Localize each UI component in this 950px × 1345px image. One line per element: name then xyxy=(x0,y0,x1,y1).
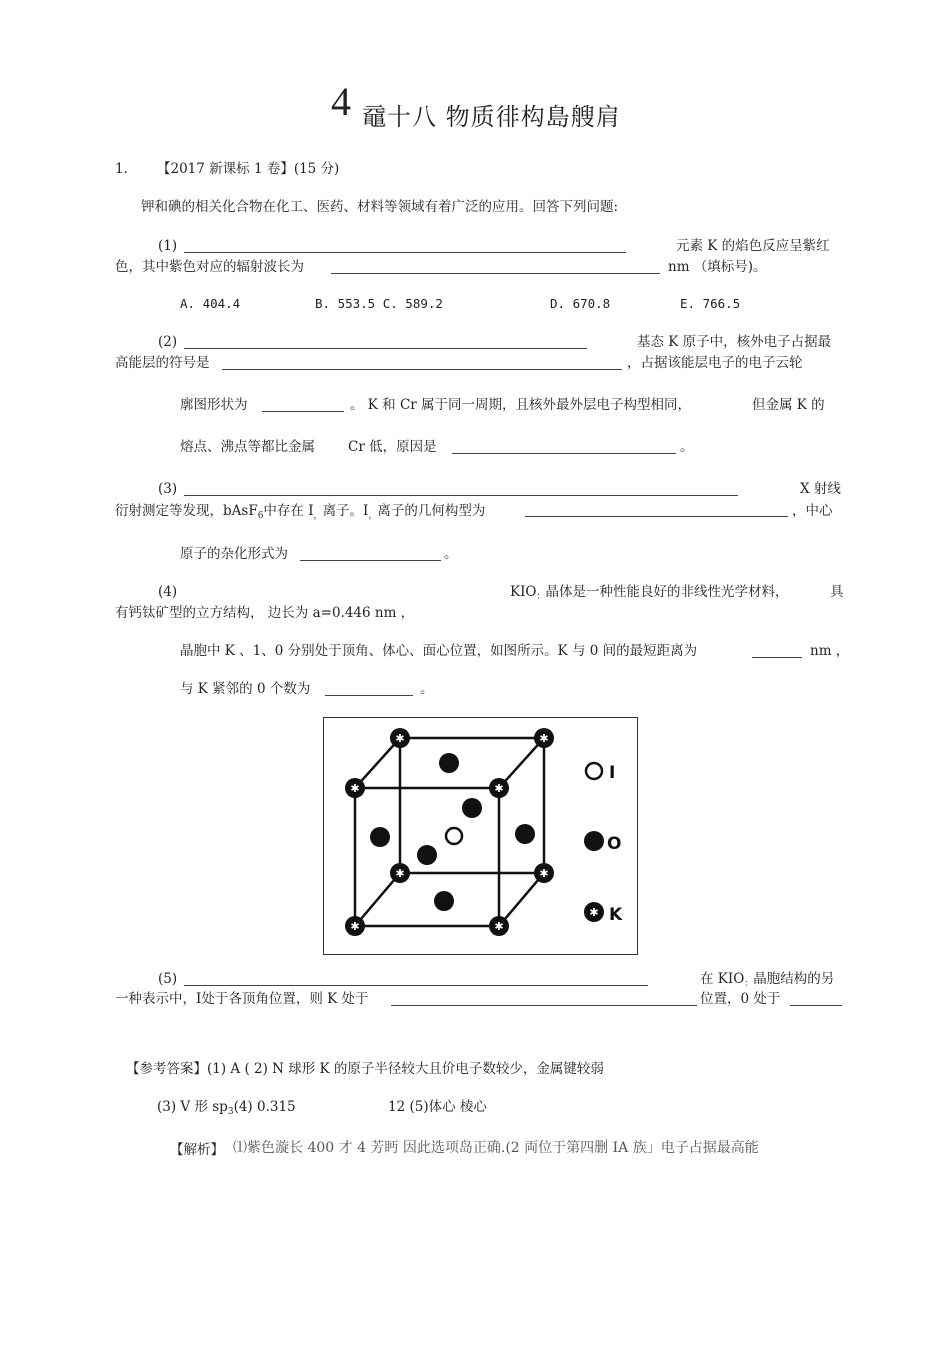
reference-answer-line2 xyxy=(157,1098,296,1121)
part-5-text-line2: 一种表示中，I处于各顶角位置，则 K 处于 xyxy=(115,991,369,1007)
svg-text:✱: ✱ xyxy=(539,867,549,880)
part-2-text-line2: 高能层的符号是 xyxy=(115,355,210,371)
option-d: D. 670.8 xyxy=(550,296,611,311)
analysis-label: 【解析】 xyxy=(170,1142,224,1158)
i-atom xyxy=(446,828,462,844)
question-number: 1. xyxy=(115,161,128,177)
subscript: ： xyxy=(744,979,754,989)
svg-text:✱: ✱ xyxy=(395,732,405,745)
answer-blank[interactable] xyxy=(300,560,441,561)
answer-blank[interactable] xyxy=(525,516,788,517)
analysis-text: ⑴紫色漩长 400 才 4 芳眄 因此选项岛正确.(2 両位于第四删 IA 族」电子占据最高能 xyxy=(233,1140,759,1156)
part-3-text-c: 离子的几何构型为 xyxy=(377,503,486,519)
subscript: ， xyxy=(368,511,378,521)
part-3-text-line2 xyxy=(115,502,485,525)
part-3-text-a: 中存在 I xyxy=(263,503,314,519)
crystal-cell-figure xyxy=(323,717,638,955)
svg-text:✱: ✱ xyxy=(395,867,405,880)
part-3-text-line3: 原子的杂化形式为 xyxy=(180,546,288,562)
svg-text:✱: ✱ xyxy=(589,906,599,919)
title-number: 4 xyxy=(331,79,351,124)
part-4-text-line2: 有钙钛矿型的立方结构， 边长为 a=0.446 nm ， xyxy=(115,605,415,621)
part-1-text-line2: 色，其中紫色对应的辐射波长为 xyxy=(115,259,304,275)
svg-text:✱: ✱ xyxy=(494,782,504,795)
answer-blank[interactable] xyxy=(325,695,413,696)
part-3-text-b: 离子。I xyxy=(322,503,369,519)
part-3-text: X 射线 xyxy=(800,481,841,497)
part-2-text-line4: 熔点、沸点等都比金属 xyxy=(180,439,315,455)
answer-blank[interactable] xyxy=(262,411,344,412)
answer-blank[interactable] xyxy=(184,252,626,253)
part-2-number: (2) xyxy=(158,334,178,350)
part-4-text-line3b: nm ， xyxy=(810,643,850,659)
part-2-text-line4c: 。 xyxy=(680,439,694,455)
option-b-c: B. 553.5 C. 589.2 xyxy=(315,296,443,311)
part-5-number: (5) xyxy=(158,971,178,987)
answer-blank[interactable] xyxy=(222,369,622,370)
question-source: 【2017 新课标 1 卷】(15 分) xyxy=(157,161,340,177)
answer-text-a: (3) V 形 sp xyxy=(157,1099,228,1115)
svg-text:✱: ✱ xyxy=(494,920,504,933)
part-2-text-line3b: 。 K 和 Cr 属于同一周期，且核外最外层电子构型相同， xyxy=(350,397,692,413)
legend-o: O xyxy=(607,834,622,854)
reference-answer: 【参考答案】(1) A ( 2) N 球形 K 的原子半径较大且价电子数较少，金属键较弱 xyxy=(126,1061,604,1077)
part-3-text-line2e: ，中心 xyxy=(792,503,833,519)
part-2-text-line2b: ，占据该能层电子的电子云轮 xyxy=(627,355,803,371)
subscript: ， xyxy=(313,511,323,521)
part-1-unit: nm （填标号)。 xyxy=(668,259,767,275)
superscript: 3 xyxy=(227,1107,234,1117)
subscript: ： xyxy=(536,592,546,602)
legend-k: K xyxy=(609,905,623,925)
page-title: 黿十八 物质徘构島艘肩 xyxy=(362,103,621,131)
part-4-text xyxy=(510,583,789,606)
part-4-text-line4b: 。 xyxy=(420,681,434,697)
part-4-formula: KIO xyxy=(510,584,537,600)
part-5-text-line2b: 位置，0 处于 xyxy=(700,991,781,1007)
option-e: E. 766.5 xyxy=(680,296,741,311)
part-1-number: (1) xyxy=(158,238,178,254)
part-3-text-line3b: 。 xyxy=(444,546,458,562)
answer-blank[interactable] xyxy=(391,1005,697,1006)
part-2-text-line3c: 但金属 K 的 xyxy=(752,397,825,413)
part-3-number: (3) xyxy=(158,481,178,497)
part-1-text: 元素 K 的焰色反应呈紫红 xyxy=(676,238,830,254)
svg-text:✱: ✱ xyxy=(350,782,360,795)
part-2-text-line3: 廓图形状为 xyxy=(180,397,248,413)
svg-text:✱: ✱ xyxy=(539,732,549,745)
answer-blank[interactable] xyxy=(331,273,660,274)
part-5-text-b: 晶胞结构的另 xyxy=(753,971,835,987)
answer-blank[interactable] xyxy=(790,1005,842,1006)
part-3-formula: 衍射测定等发现，bAsF xyxy=(115,503,258,519)
option-a: A. 404.4 xyxy=(180,296,241,311)
reference-answer-line2c: 12 (5)体心 棱心 xyxy=(388,1099,487,1115)
part-5-text-a: 在 KIO xyxy=(700,971,745,987)
part-4-text-line3: 晶胞中 K 、1、0 分别处于顶角、体心、面心位置，如图所示。K 与 0 间的最短距离为 xyxy=(180,643,698,659)
answer-blank[interactable] xyxy=(184,348,587,349)
svg-text:✱: ✱ xyxy=(350,920,360,933)
question-intro: 钾和碘的相关化合物在化工、医药、材料等领域有着广泛的应用。回答下列问题: xyxy=(141,199,619,215)
subscript: 6 xyxy=(257,511,264,521)
part-4-number: (4) xyxy=(158,584,178,600)
legend-i: I xyxy=(609,763,616,783)
part-2-text: 基态 K 原子中，核外电子占据最 xyxy=(637,334,832,350)
part-4-text-b: 具 xyxy=(830,584,844,600)
part-4-text-line4: 与 K 紧邻的 0 个数为 xyxy=(180,681,311,697)
answer-text-b: (4) 0.315 xyxy=(233,1099,296,1115)
answer-blank[interactable] xyxy=(752,657,802,658)
answer-blank[interactable] xyxy=(184,985,648,986)
answer-blank[interactable] xyxy=(452,453,676,454)
unit-cell-diagram xyxy=(324,718,637,954)
answer-blank[interactable] xyxy=(184,495,738,496)
part-4-text-a: 晶体是一种性能良好的非线性光学材料， xyxy=(545,584,789,600)
part-2-text-line4b: Cr 低，原因是 xyxy=(348,439,437,455)
